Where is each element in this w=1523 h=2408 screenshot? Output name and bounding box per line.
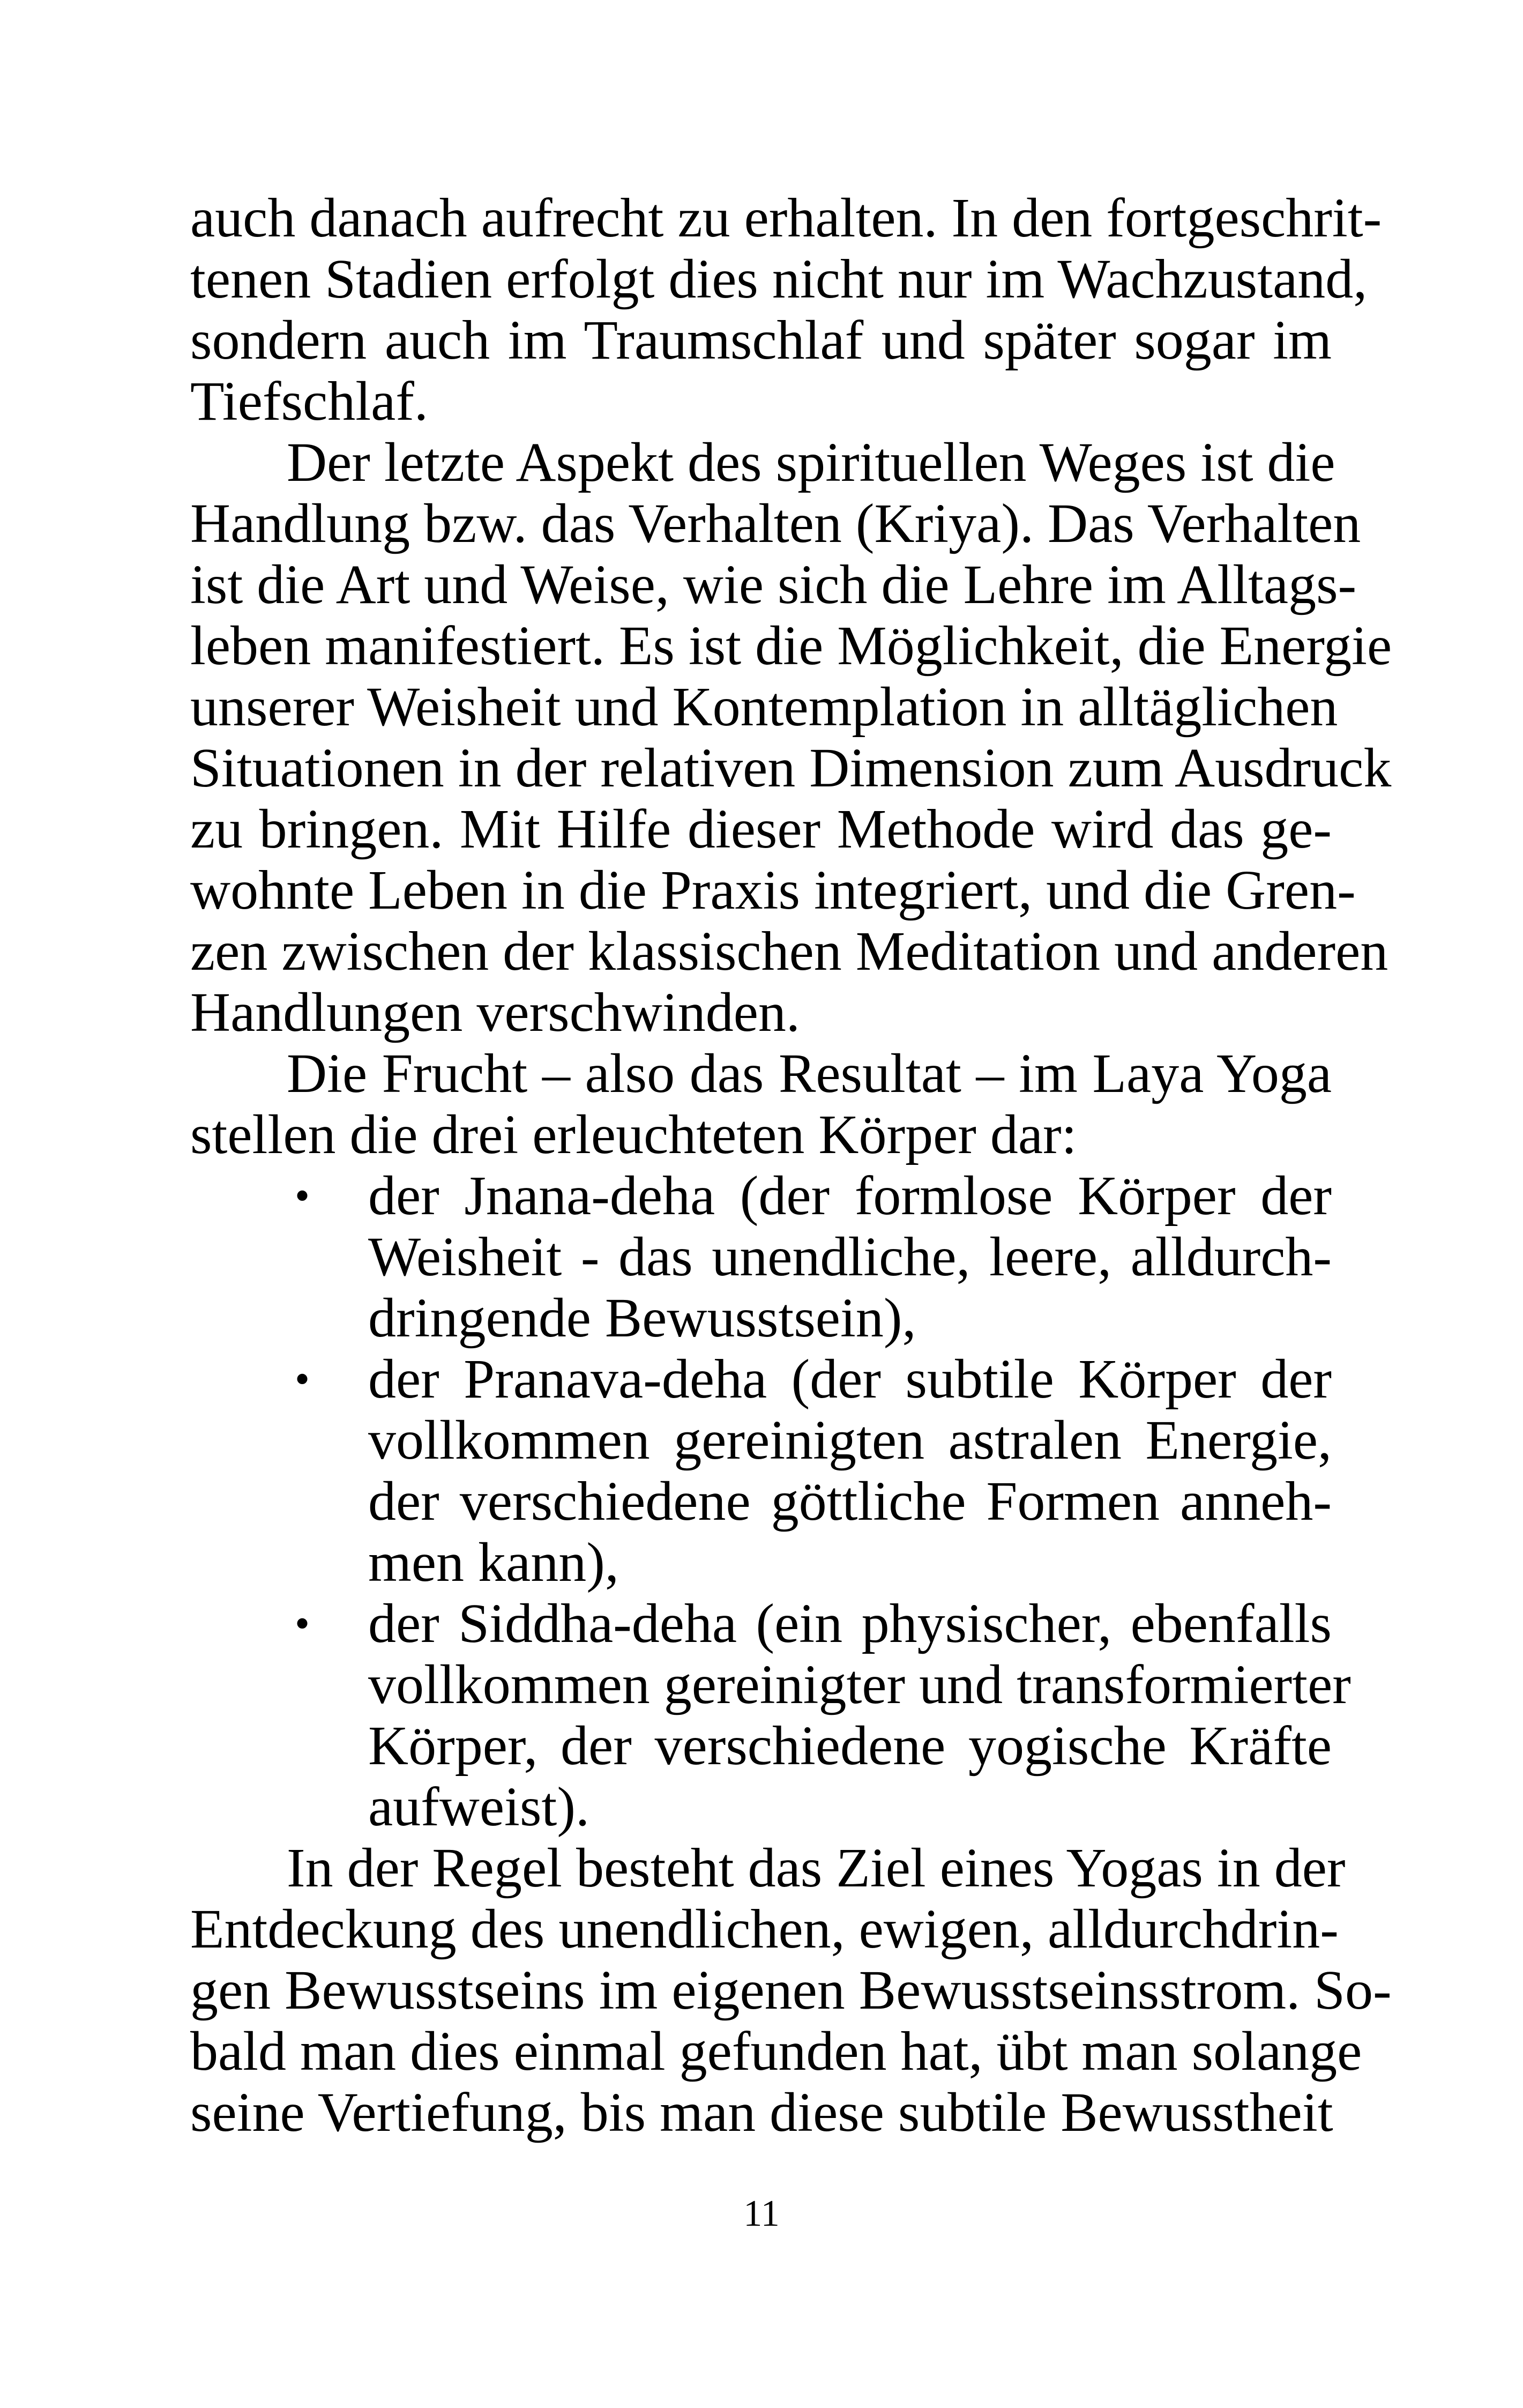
- list-item: [190, 1593, 1351, 1838]
- bullet-icon: •: [295, 1172, 310, 1220]
- bullet-list: [190, 1165, 1351, 1838]
- paragraph-goal: [190, 1837, 1392, 2143]
- page-number: 11: [743, 2193, 780, 2234]
- text-line: zen zwischen der klassischen Meditation und anderen: [190, 920, 1388, 982]
- list-item: [190, 1165, 1332, 1349]
- text-line: unserer Weisheit und Kontemplation in alltäglichen: [190, 676, 1338, 738]
- text-line: men kann),: [368, 1532, 619, 1593]
- text-line: wohnte Leben in die Praxis integriert, und die Gren-: [190, 859, 1356, 921]
- text-line: dringende Bewusstsein),: [368, 1287, 916, 1349]
- text-line: gen Bewusstseins im eigenen Bewusstseinsstrom. So-: [190, 1959, 1392, 2021]
- paragraph-fruit: [190, 1043, 1332, 1165]
- text-line: [190, 1349, 1332, 1410]
- bullet-text: der Siddha-deha (ein physischer, ebenfalls: [368, 1593, 1332, 1654]
- bullet-text: der Jnana-deha (der formlose Körper der: [368, 1165, 1332, 1227]
- text-line: In der Regel besteht das Ziel eines Yogas in der: [287, 1837, 1346, 1899]
- bullet-text: der Pranava-deha (der subtile Körper der: [368, 1348, 1332, 1410]
- text-line: Entdeckung des unendlichen, ewigen, alldurchdrin-: [190, 1898, 1339, 1960]
- list-item: [190, 1349, 1332, 1593]
- text-line: [190, 1165, 1332, 1227]
- text-line: Körper, der verschiedene yogische Kräfte: [368, 1715, 1332, 1777]
- text-line: Handlung bzw. das Verhalten (Kriya). Das Verhalten: [190, 493, 1361, 554]
- bullet-icon: •: [295, 1600, 310, 1647]
- text-line: vollkommen gereinigten astralen Energie,: [368, 1409, 1332, 1471]
- text-line: auch danach aufrecht zu erhalten. In den fortgeschrit-: [190, 187, 1382, 249]
- text-line: bald man dies einmal gefunden hat, übt man solange: [190, 2020, 1362, 2082]
- text-line: ist die Art und Weise, wie sich die Lehre im Alltags-: [190, 554, 1357, 615]
- text-line: seine Vertiefung, bis man diese subtile Bewusstheit: [190, 2082, 1333, 2143]
- text-line: leben manifestiert. Es ist die Möglichkeit, die Energie: [190, 615, 1392, 677]
- text-line: Tiefschlaf.: [190, 370, 428, 432]
- text-line: vollkommen gereinigter und transformierter: [368, 1654, 1351, 1715]
- text-line: Situationen in der relativen Dimension zum Ausdruck: [190, 737, 1392, 799]
- paragraph-continuation: [190, 187, 1382, 432]
- text-line: zu bringen. Mit Hilfe dieser Methode wird das ge-: [190, 798, 1332, 860]
- text-line: sondern auch im Traumschlaf und später sogar im: [190, 309, 1332, 371]
- text-line: der verschiedene göttliche Formen anneh-: [368, 1470, 1332, 1532]
- text-line: Die Frucht – also das Resultat – im Laya Yoga: [287, 1043, 1332, 1104]
- text-line: stellen die drei erleuchteten Körper dar:: [190, 1104, 1077, 1165]
- text-line: [190, 1593, 1332, 1654]
- paragraph-kriya: [190, 432, 1392, 1043]
- text-line: Handlungen verschwinden.: [190, 982, 800, 1043]
- bullet-icon: •: [295, 1356, 310, 1403]
- text-line: aufweist).: [368, 1776, 589, 1838]
- text-line: tenen Stadien erfolgt dies nicht nur im Wachzustand,: [190, 248, 1368, 310]
- text-line: Der letzte Aspekt des spirituellen Weges ist die: [287, 432, 1335, 493]
- page-body: [190, 187, 1392, 2143]
- text-line: Weisheit - das unendliche, leere, alldurch-: [368, 1226, 1332, 1288]
